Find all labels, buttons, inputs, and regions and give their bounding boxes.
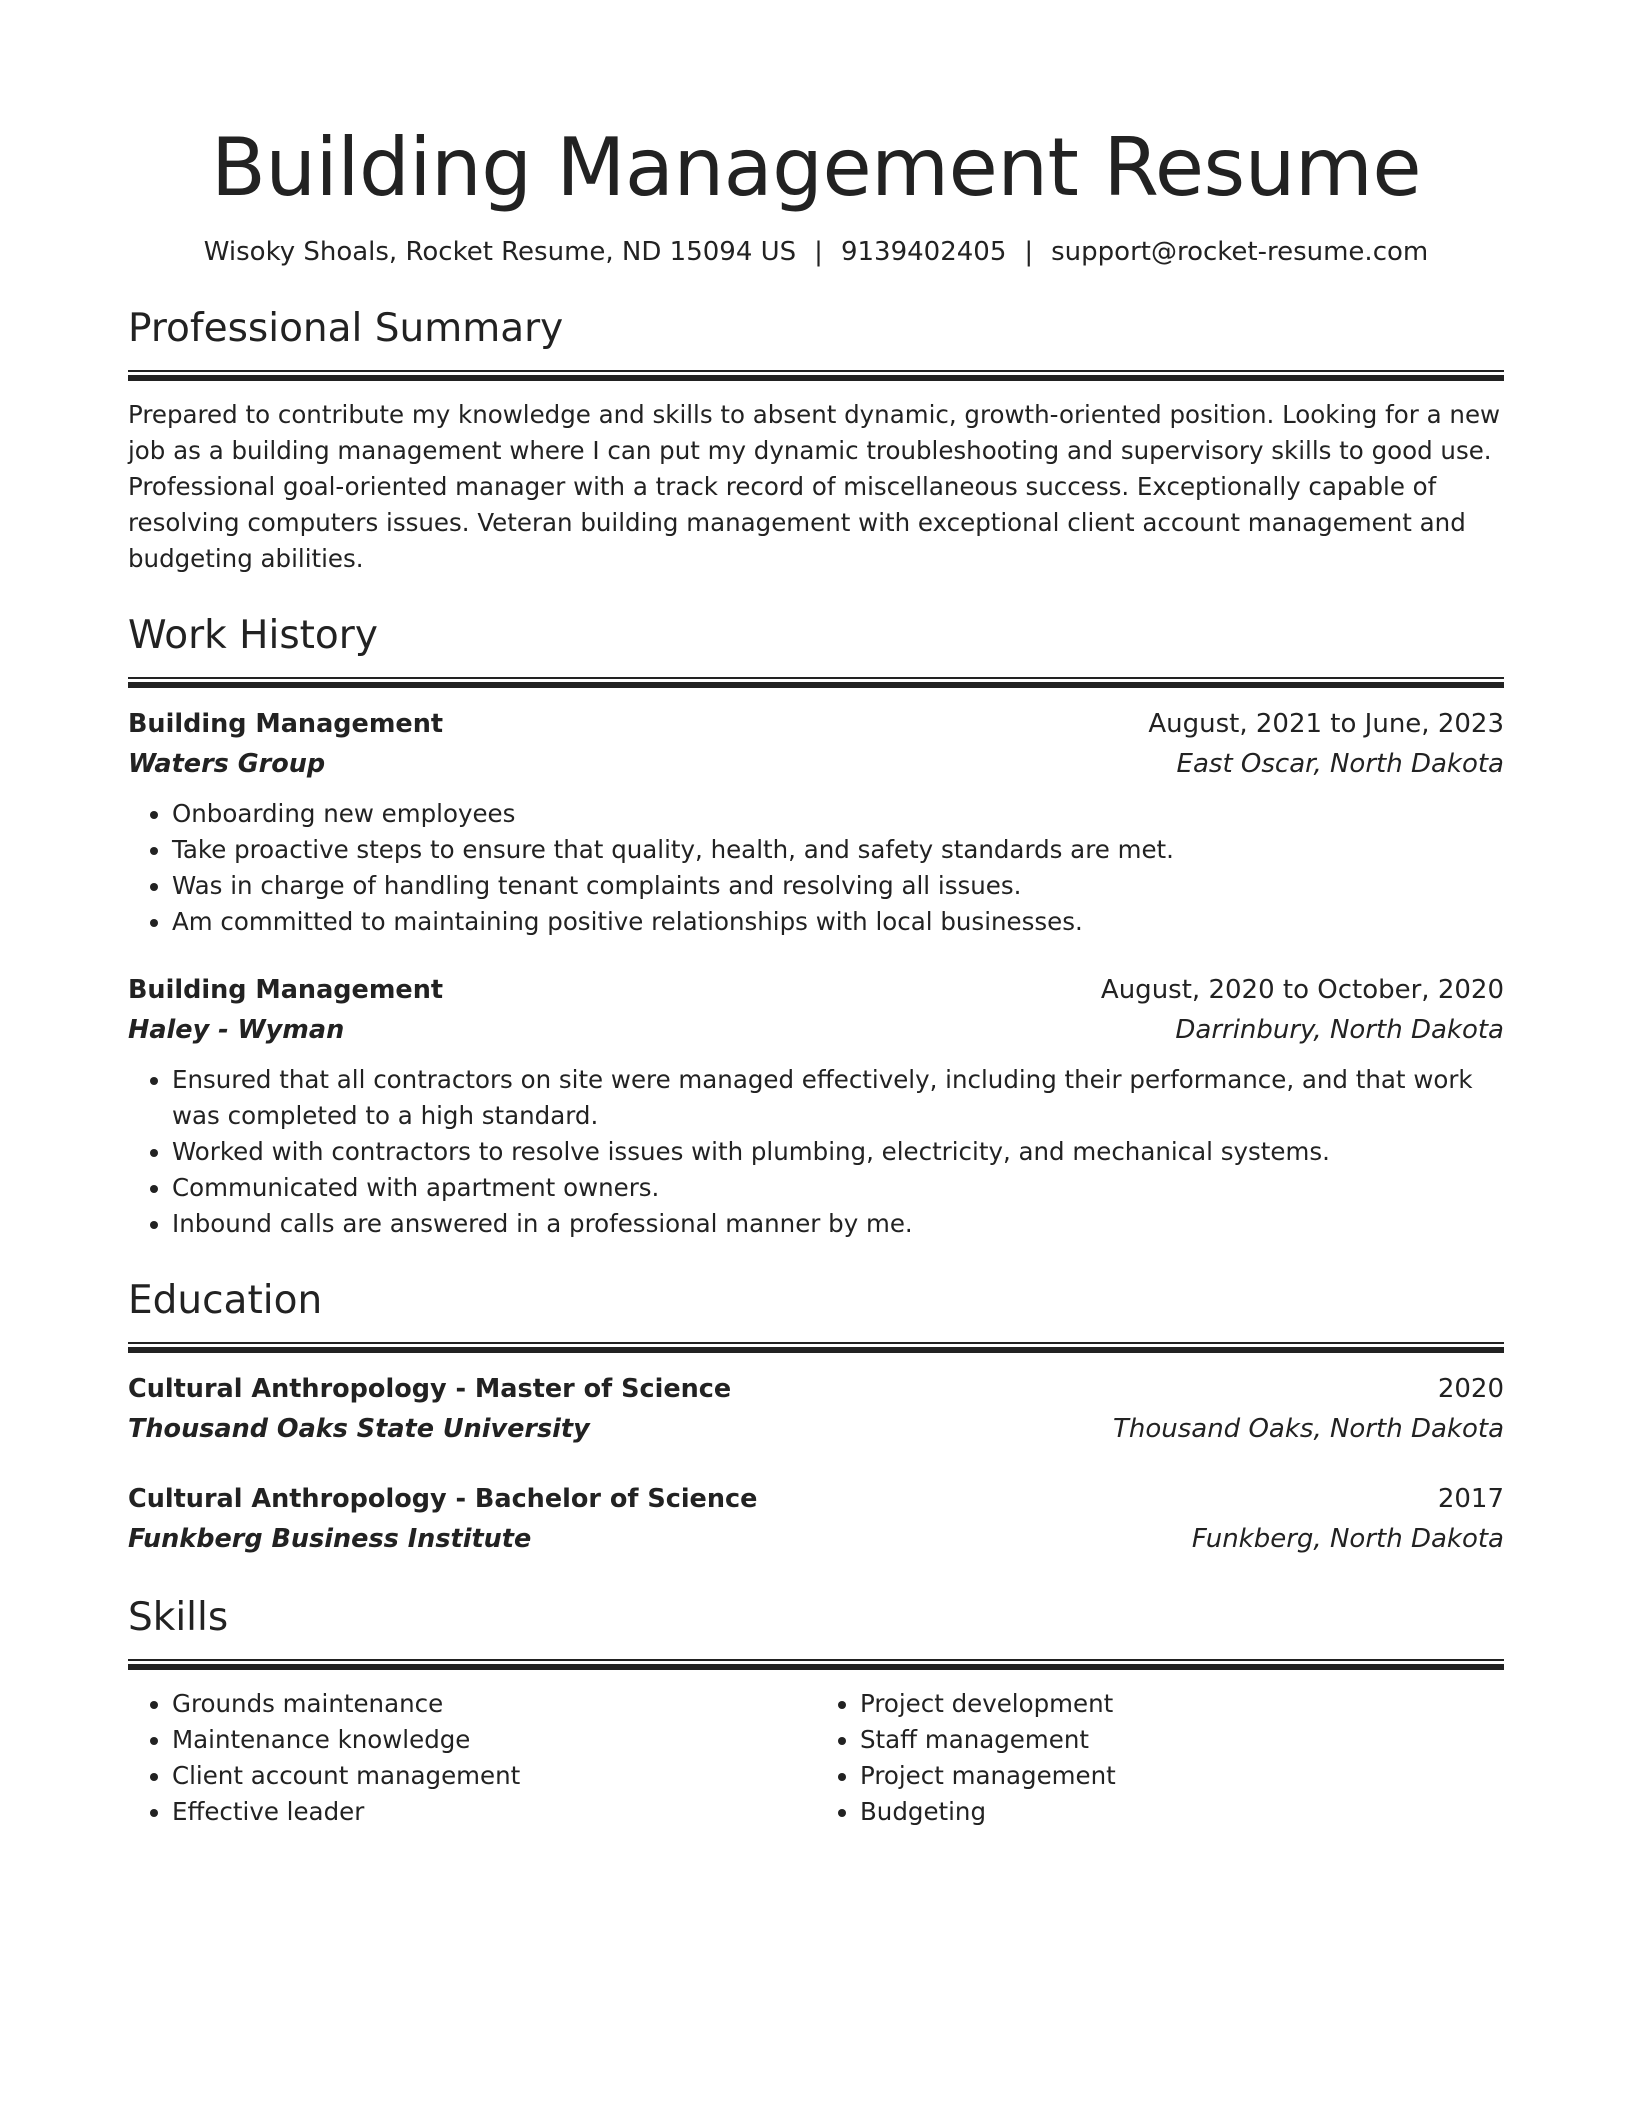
skill-item: • Project development xyxy=(860,1686,1504,1722)
education-year: 2017 xyxy=(1437,1484,1504,1514)
job-header-row xyxy=(128,704,1504,744)
contact-separator: | xyxy=(1024,237,1034,267)
job-position: Building Management xyxy=(128,709,444,739)
education-section xyxy=(128,1276,1504,1559)
job-duty: • Take proactive steps to ensure that quality, health, and safety standards are met. xyxy=(172,832,1504,868)
education-degree-row xyxy=(128,1479,1504,1519)
skill-item: • Staff management xyxy=(860,1722,1504,1758)
education-school-row xyxy=(128,1519,1504,1559)
job-dates: August, 2021 to June, 2023 xyxy=(1148,709,1504,739)
job-header-row xyxy=(128,970,1504,1010)
job-duty: • Ensured that all contractors on site were managed effectively, including their performance, and that work was completed to a high standard. xyxy=(172,1062,1504,1134)
skill-item: • Client account management xyxy=(172,1758,816,1794)
section-divider xyxy=(128,1659,1504,1670)
skill-item: • Grounds maintenance xyxy=(172,1686,816,1722)
skill-item: • Effective leader xyxy=(172,1794,816,1830)
skills-heading: Skills xyxy=(128,1595,229,1640)
education-heading: Education xyxy=(128,1278,323,1323)
section-divider xyxy=(128,370,1504,381)
job-duties-list xyxy=(128,1062,1504,1242)
job-duty: • Was in charge of handling tenant complaints and resolving all issues. xyxy=(172,868,1504,904)
contact-email: support@rocket-resume.com xyxy=(1051,237,1429,267)
job-company-row xyxy=(128,744,1504,784)
education-degree: Cultural Anthropology - Bachelor of Science xyxy=(128,1484,758,1514)
education-location: Funkberg, North Dakota xyxy=(1191,1524,1504,1554)
job-dates: August, 2020 to October, 2020 xyxy=(1100,975,1504,1005)
job-entry xyxy=(128,970,1504,1242)
skill-item: • Budgeting xyxy=(860,1794,1504,1830)
education-location: Thousand Oaks, North Dakota xyxy=(1112,1414,1504,1444)
education-entry xyxy=(128,1369,1504,1449)
section-divider xyxy=(128,677,1504,688)
section-divider xyxy=(128,1342,1504,1353)
summary-section xyxy=(128,304,1504,577)
contact-phone: 9139402405 xyxy=(840,237,1007,267)
job-company: Waters Group xyxy=(128,749,326,779)
job-duty: • Onboarding new employees xyxy=(172,796,1504,832)
job-position: Building Management xyxy=(128,975,444,1005)
education-degree: Cultural Anthropology - Master of Science xyxy=(128,1374,732,1404)
skills-list-right xyxy=(816,1686,1504,1830)
education-school: Funkberg Business Institute xyxy=(128,1524,532,1554)
job-duty: • Worked with contractors to resolve issues with plumbing, electricity, and mechanical systems. xyxy=(172,1134,1504,1170)
job-company-row xyxy=(128,1010,1504,1050)
education-school: Thousand Oaks State University xyxy=(128,1414,590,1444)
job-duty: • Communicated with apartment owners. xyxy=(172,1170,1504,1206)
resume-title: Building Management Resume xyxy=(210,121,1422,214)
work-history-section xyxy=(128,611,1504,1242)
skills-list-left xyxy=(128,1686,816,1830)
education-entry xyxy=(128,1479,1504,1559)
contact-address: Wisoky Shoals, Rocket Resume, ND 15094 US xyxy=(203,237,797,267)
job-location: East Oscar, North Dakota xyxy=(1176,749,1504,779)
job-entry xyxy=(128,704,1504,940)
skills-grid xyxy=(128,1686,1504,1830)
education-degree-row xyxy=(128,1369,1504,1409)
job-duty: • Inbound calls are answered in a professional manner by me. xyxy=(172,1206,1504,1242)
skill-item: • Project management xyxy=(860,1758,1504,1794)
job-company: Haley - Wyman xyxy=(128,1015,345,1045)
job-duty: • Am committed to maintaining positive relationships with local businesses. xyxy=(172,904,1504,940)
contact-line xyxy=(128,234,1504,270)
skills-section xyxy=(128,1593,1504,1830)
work-history-heading: Work History xyxy=(128,613,378,658)
summary-heading: Professional Summary xyxy=(128,306,564,351)
education-year: 2020 xyxy=(1437,1374,1504,1404)
education-school-row xyxy=(128,1409,1504,1449)
job-location: Darrinbury, North Dakota xyxy=(1175,1015,1504,1045)
skill-item: • Maintenance knowledge xyxy=(172,1722,816,1758)
job-duties-list xyxy=(128,796,1504,940)
contact-separator: | xyxy=(814,237,823,267)
summary-text: Prepared to contribute my knowledge and skills to absent dynamic, growth-oriented position. Looking for a new job as a building management where I can put my dynamic troubleshooting and supervisory skills to good use. Professional goal-oriented manager with a track record of miscellaneous success. Exceptionally capable of resolving computers issues. Veteran building management with exceptional client account management and budgeting abilities. xyxy=(128,400,1501,573)
